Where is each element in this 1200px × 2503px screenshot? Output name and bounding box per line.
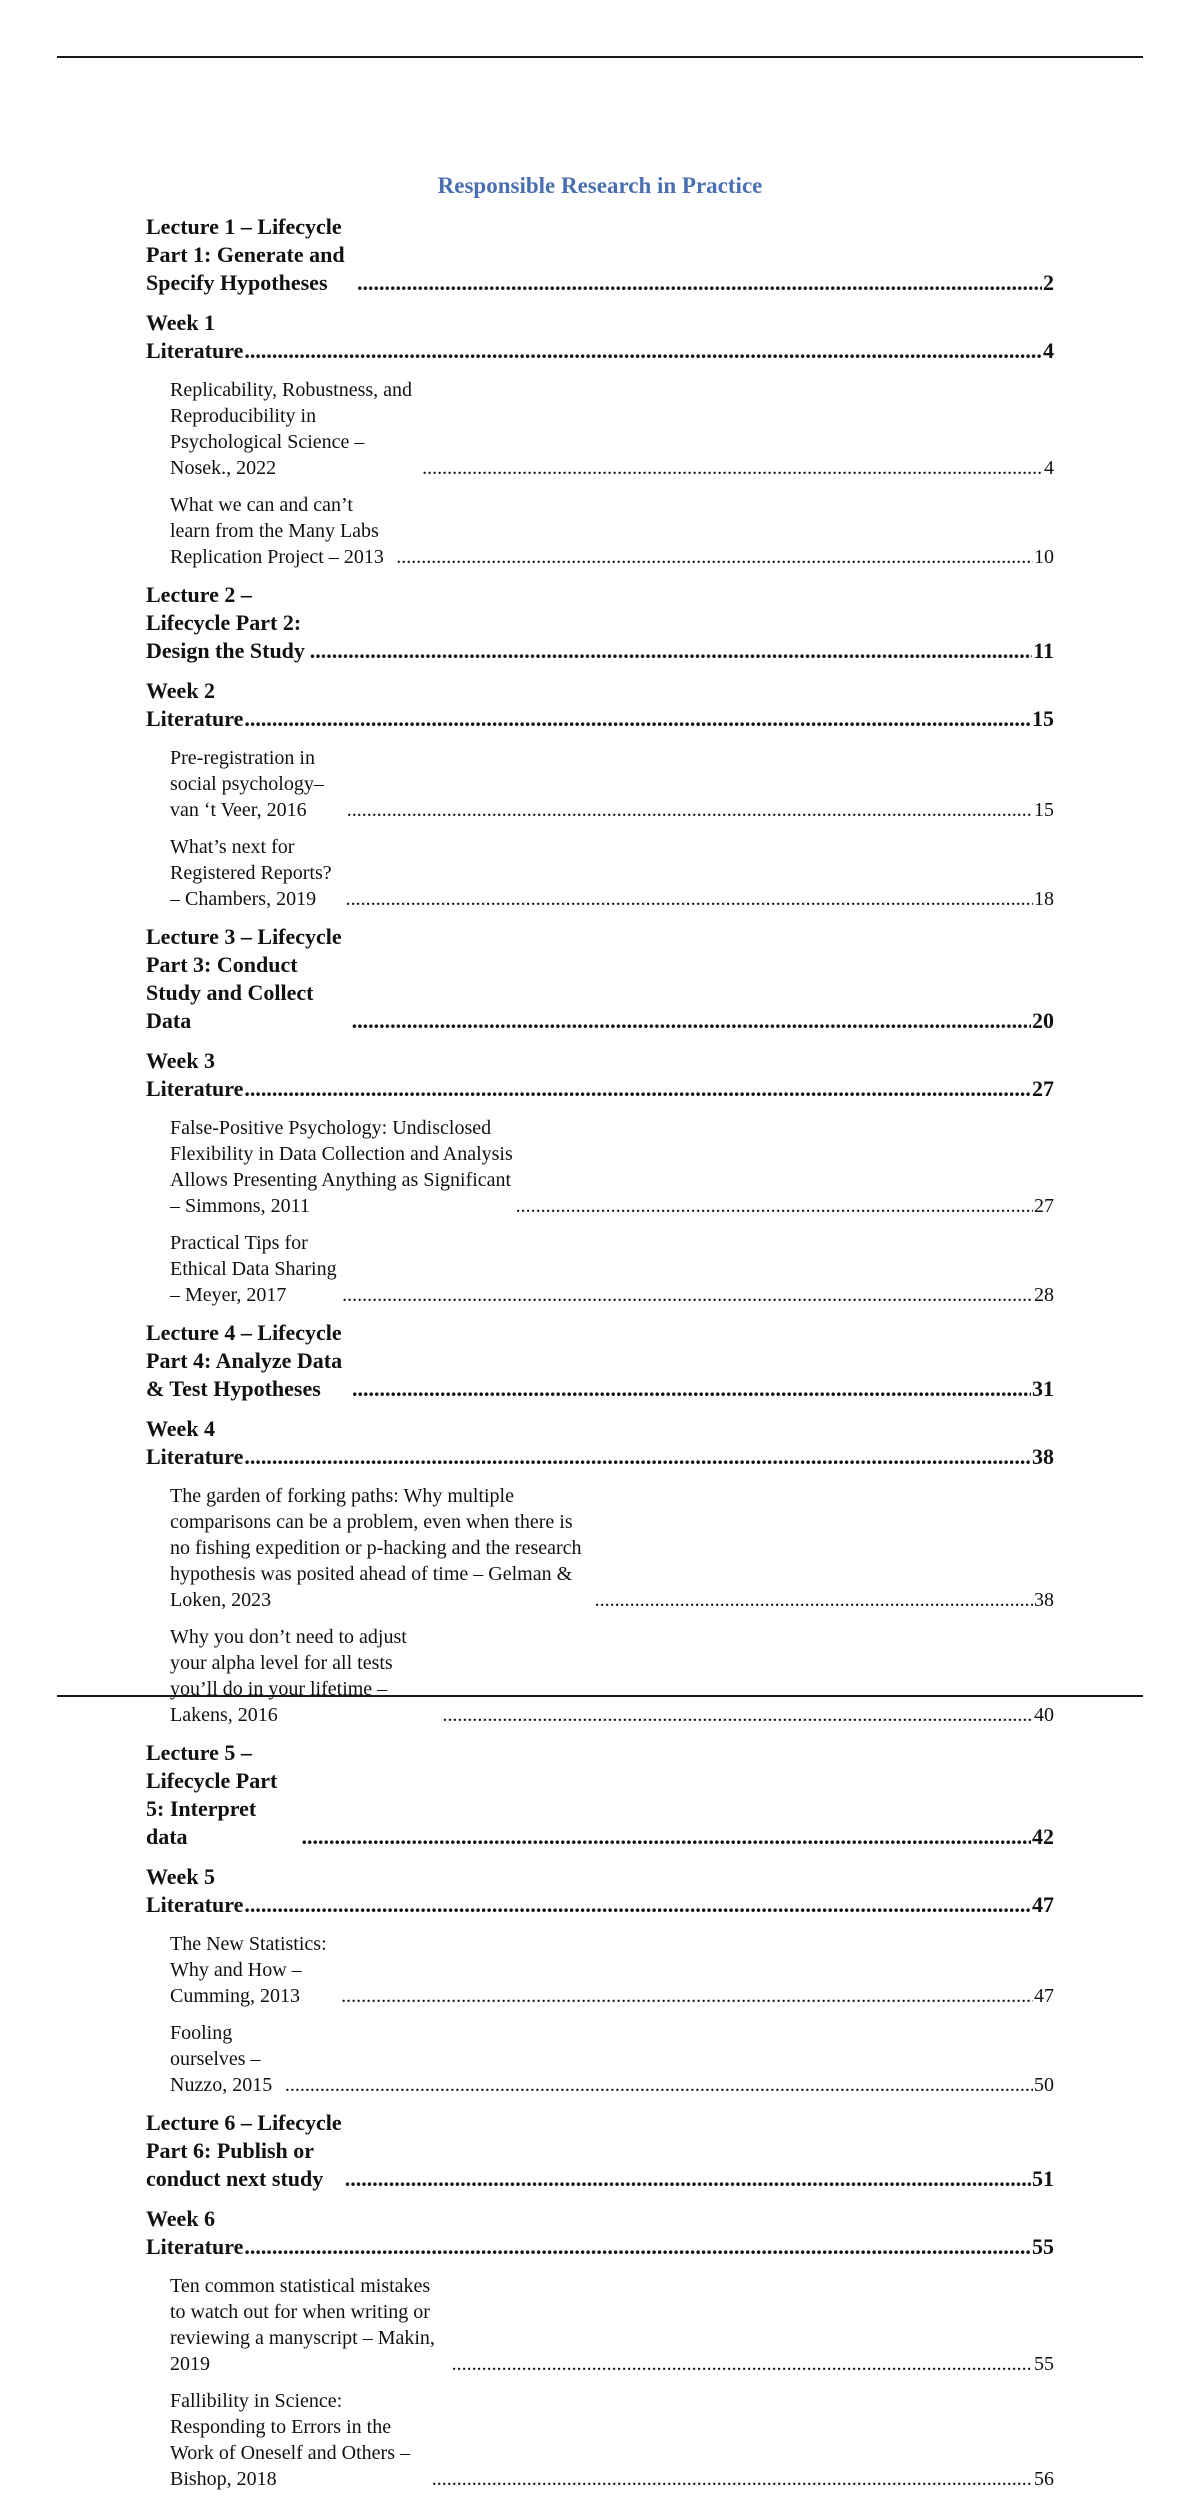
toc-page-number: 47: [1032, 1892, 1054, 1917]
toc-page-number: 55: [1034, 2353, 1054, 2375]
toc-page-number: 10: [1034, 546, 1054, 568]
toc-entry-text: Lecture 6 – Lifecycle Part 6: Publish or conduct next study: [146, 2110, 342, 2191]
toc-entry-text: The New Statistics: Why and How – Cumming, 2013: [170, 1933, 327, 2007]
toc-entry-text: Lecture 2 – Lifecycle Part 2: Design the Study: [146, 582, 305, 663]
toc-entry-text: Why you don’t need to adjust your alpha level for all tests you’ll do in your lifetime – Lakens, 2016: [170, 1626, 407, 1726]
dot-leader: [352, 1375, 1031, 1403]
dot-leader: [595, 1587, 1033, 1613]
dot-leader: [244, 337, 1042, 365]
dot-leader: [347, 797, 1033, 823]
toc-entry[interactable]: [170, 834, 1054, 912]
toc-entry[interactable]: [170, 1115, 1054, 1219]
dot-leader: [244, 1891, 1031, 1919]
dot-leader: [302, 1823, 1031, 1851]
table-of-contents: [146, 213, 1054, 2503]
toc-entry[interactable]: [170, 1230, 1054, 1308]
dot-leader: [452, 2351, 1033, 2377]
toc-entry-text: Week 3 Literature: [146, 1048, 244, 1101]
toc-page-number: 40: [1034, 1704, 1054, 1726]
document-title: Responsible Research in Practice: [437, 173, 763, 198]
dot-leader: [244, 1443, 1031, 1471]
toc-page-number: 47: [1034, 1985, 1054, 2007]
toc-entry-text: Ten common statistical mistakes to watch out for when writing or reviewing a manyscript – Makin, 2019: [170, 2275, 435, 2375]
toc-entry[interactable]: [146, 2109, 1054, 2193]
toc-entry[interactable]: [146, 677, 1054, 733]
toc-entry-text: Lecture 4 – Lifecycle Part 4: Analyze Data & Test Hypotheses: [146, 1320, 343, 1401]
toc-page-number: 15: [1034, 799, 1054, 821]
toc-entry-text: Lecture 5 – Lifecycle Part 5: Interpret data: [146, 1740, 278, 1849]
toc-entry[interactable]: [146, 1739, 1054, 1851]
toc-page-number: 28: [1034, 1284, 1054, 1306]
toc-page-number: 20: [1032, 1008, 1054, 1033]
toc-entry[interactable]: [146, 923, 1054, 1035]
toc-entry[interactable]: [170, 2020, 1054, 2098]
toc-page-number: 27: [1034, 1195, 1054, 1217]
toc-entry-text: Week 4 Literature: [146, 1416, 244, 1469]
toc-entry-text: Pre-registration in social psychology– van ‘t Veer, 2016: [170, 747, 324, 821]
toc-entry[interactable]: [146, 581, 1054, 665]
toc-entry-text: False-Positive Psychology: Undisclosed Flexibility in Data Collection and Analysis Allows Presenting Anything as Significant – Simmons, 2011: [170, 1117, 513, 1217]
toc-page-number: 2: [1043, 270, 1054, 295]
toc-entry-text: Week 5 Literature: [146, 1864, 244, 1917]
dot-leader: [310, 637, 1033, 665]
toc-entry[interactable]: [146, 1863, 1054, 1919]
toc-entry-text: The garden of forking paths: Why multiple comparisons can be a problem, even when there is no fishing expedition or p-hacking and the research hypothesis was posited ahead of time – Gelman & Loken, 2023: [170, 1485, 582, 1611]
toc-page-number: 42: [1032, 1824, 1054, 1849]
dot-leader: [345, 2165, 1031, 2193]
dot-leader: [244, 2233, 1031, 2261]
toc-page-number: 18: [1034, 888, 1054, 910]
toc-entry-text: Lecture 1 – Lifecycle Part 1: Generate and Specify Hypotheses: [146, 214, 345, 295]
toc-entry-text: What we can and can’t learn from the Many Labs Replication Project – 2013: [170, 494, 384, 568]
toc-entry-text: Fooling ourselves – Nuzzo, 2015: [170, 2022, 273, 2096]
toc-entry[interactable]: [146, 1319, 1054, 1403]
dot-leader: [396, 544, 1033, 570]
dot-leader: [341, 1983, 1033, 2009]
dot-leader: [244, 1075, 1031, 1103]
toc-page-number: 55: [1032, 2234, 1054, 2259]
toc-entry-text: Week 6 Literature: [146, 2206, 244, 2259]
toc-entry[interactable]: [170, 1931, 1054, 2009]
toc-entry[interactable]: [146, 309, 1054, 365]
dot-leader: [285, 2072, 1033, 2098]
toc-entry[interactable]: [170, 1483, 1054, 1613]
dot-leader: [352, 1007, 1031, 1035]
top-rule: [57, 56, 1143, 58]
toc-page-number: 38: [1034, 1589, 1054, 1611]
toc-entry[interactable]: [170, 492, 1054, 570]
toc-entry[interactable]: [170, 2388, 1054, 2492]
toc-entry[interactable]: [170, 1624, 1054, 1728]
toc-entry-text: Replicability, Robustness, and Reproducibility in Psychological Science – Nosek., 2022: [170, 379, 413, 479]
dot-leader: [357, 269, 1042, 297]
toc-page-number: 50: [1034, 2074, 1054, 2096]
toc-entry-text: Week 1 Literature: [146, 310, 244, 363]
toc-entry[interactable]: [146, 1415, 1054, 1471]
toc-page-number: 4: [1044, 457, 1054, 479]
toc-entry[interactable]: [170, 377, 1054, 481]
toc-page-number: 4: [1043, 338, 1054, 363]
toc-page-number: 31: [1032, 1376, 1054, 1401]
toc-page-number: 15: [1032, 706, 1054, 731]
bottom-rule: [57, 1695, 1143, 1697]
toc-entry[interactable]: [146, 213, 1054, 297]
dot-leader: [422, 455, 1043, 481]
toc-page-number: 27: [1032, 1076, 1054, 1101]
toc-entry-text: Fallibility in Science: Responding to Errors in the Work of Oneself and Others – Bishop, 2018: [170, 2390, 410, 2490]
dot-leader: [516, 1193, 1033, 1219]
dot-leader: [432, 2466, 1033, 2492]
dot-leader: [244, 705, 1031, 733]
toc-entry[interactable]: [146, 1047, 1054, 1103]
toc-entry-text: Lecture 3 – Lifecycle Part 3: Conduct Study and Collect Data: [146, 924, 342, 1033]
toc-entry[interactable]: [170, 745, 1054, 823]
toc-page-number: 38: [1032, 1444, 1054, 1469]
toc-entry[interactable]: [170, 2273, 1054, 2377]
toc-entry-text: What’s next for Registered Reports? – Chambers, 2019: [170, 836, 332, 910]
toc-page-number: 56: [1034, 2468, 1054, 2490]
dot-leader: [442, 1702, 1033, 1728]
dot-leader: [346, 886, 1033, 912]
dot-leader: [342, 1282, 1033, 1308]
toc-page-number: 51: [1032, 2166, 1054, 2191]
toc-entry-text: Practical Tips for Ethical Data Sharing – Meyer, 2017: [170, 1232, 337, 1306]
toc-entry-text: Week 2 Literature: [146, 678, 244, 731]
toc-page-number: 11: [1033, 638, 1054, 663]
toc-entry[interactable]: [146, 2205, 1054, 2261]
